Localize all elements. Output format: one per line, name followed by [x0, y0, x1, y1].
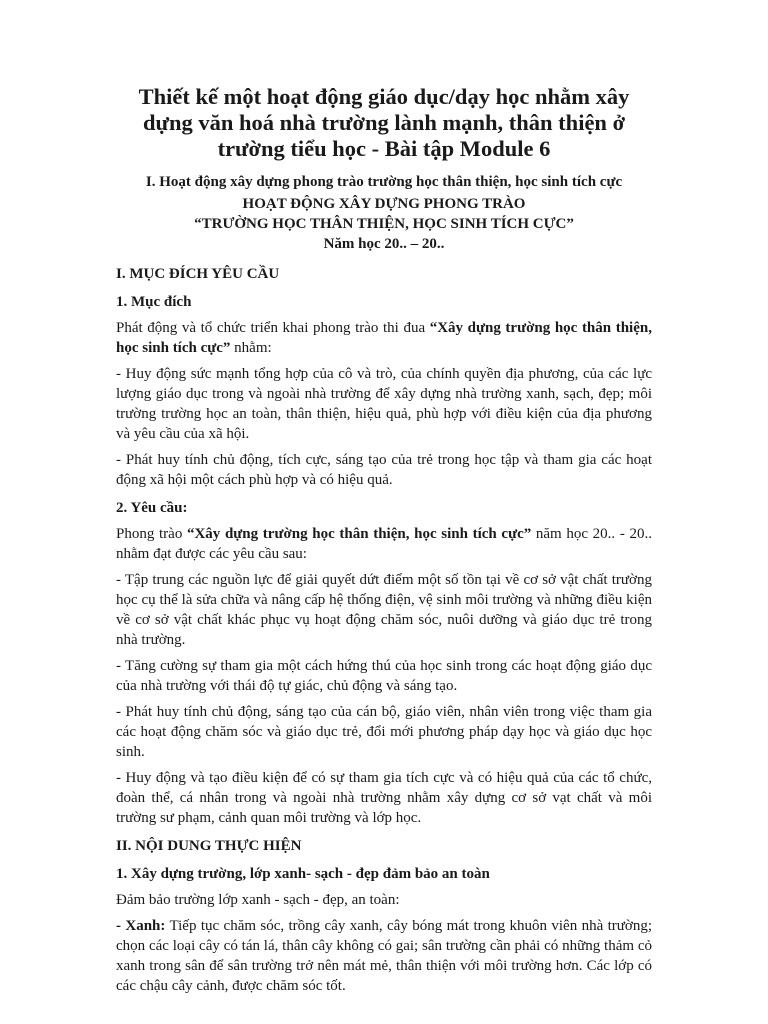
paragraph-ensure: Đảm bảo trường lớp xanh - sạch - đẹp, an toàn: [116, 892, 400, 908]
paragraph-green [116, 916, 652, 996]
heading-requirements: 2. Yêu cầu: [116, 500, 188, 516]
paragraph-launch-post: nhằm: [230, 340, 272, 356]
paragraph-staff-initiative: - Phát huy tính chủ động, sáng tạo của cán bộ, giáo viên, nhân viên trong việc tham gia các hoạt động chăm sóc và giáo dục trẻ, đổi mới phương pháp dạy học và giáo dục học sinh. [116, 704, 652, 760]
heading-green-clean: 1. Xây dựng trường, lớp xanh- sạch - đẹp đảm bảo an toàn [116, 866, 490, 882]
paragraph-mobilize: - Huy động sức mạnh tổng hợp của cô và trò, của chính quyền địa phương, của các lực lượng giáo dục trong và ngoài nhà trường để xây dựng nhà trường xanh, sạch, đẹp; môi trường trường học an toàn, thân thiện, hiệu quả, phù hợp với điều kiện của địa phương và yêu cầu của xã hội. [116, 366, 652, 442]
paragraph-initiative: - Phát huy tính chủ động, tích cực, sáng tạo của trẻ trong học tập và tham gia các hoạt động xã hội một cách phù hợp và có hiệu quả. [116, 452, 652, 488]
paragraph-green-text: Tiếp tục chăm sóc, trồng cây xanh, cây bóng mát trong khuôn viên nhà trường; chọn các loại cây có tán lá, thân cây không có gai; sân trường cần phải có những thảm cỏ xanh trong sân để sân trường trở nên mát mẻ, thân thiện với môi trường hơn. Các lớp có các chậu cây cảnh, được chăm sóc tốt. [116, 918, 652, 994]
paragraph-organizations: - Huy động và tạo điều kiện để có sự tham gia tích cực và có hiệu quả của các tổ chức, đoàn thể, cá nhân trong và ngoài nhà trường nhằm xây dựng cơ sở vạt chất và môi trường sư phạm, cảnh quan môi trường và lớp học. [116, 770, 652, 826]
paragraph-green-label: - Xanh: [116, 918, 166, 934]
banner-line-2: “TRƯỜNG HỌC THÂN THIỆN, HỌC SINH TÍCH CỰC” [194, 216, 574, 232]
heading-purpose: 1. Mục đích [116, 294, 192, 310]
section-intro-heading: I. Hoạt động xây dựng phong trào trường học thân thiện, học sinh tích cực [145, 174, 623, 190]
paragraph-movement-pre: Phong trào [116, 526, 187, 542]
banner-line-1: HOẠT ĐỘNG XÂY DỰNG PHONG TRÀO [242, 196, 526, 212]
heading-purpose-requirements: I. MỤC ĐÍCH YÊU CẦU [116, 266, 280, 282]
paragraph-participation: - Tăng cường sự tham gia một cách hứng thú của học sinh trong các hoạt động giáo dục của nhà trường với thái độ tự giác, chủ động và sáng tạo. [116, 658, 652, 694]
paragraph-launch-emphasis: “Xây dựng trường học thân thiện, học sinh tích cực” [116, 320, 652, 356]
paragraph-launch [116, 318, 652, 358]
banner-year: Năm học 20.. – 20.. [323, 236, 445, 252]
document-title: Thiết kế một hoạt động giáo dục/dạy học nhằm xây dựng văn hoá nhà trường lành mạnh, thân thiện ở trường tiểu học - Bài tập Module 6 [138, 84, 630, 161]
paragraph-launch-pre: Phát động và tổ chức triển khai phong trào thi đua [116, 320, 430, 336]
paragraph-movement-post: năm học 20.. - 20.. nhằm đạt được các yêu cầu sau: [116, 526, 652, 562]
paragraph-movement [116, 524, 652, 564]
paragraph-movement-emphasis: “Xây dựng trường học thân thiện, học sinh tích cực” [186, 526, 532, 542]
heading-content: II. NỘI DUNG THỰC HIỆN [116, 838, 302, 854]
paragraph-resources: - Tập trung các nguồn lực để giải quyết dứt điểm một số tồn tại về cơ sở vật chất trường học cụ thể là sửa chữa và nâng cấp hệ thống điện, vệ sinh môi trường và những điều kiện về cơ sở vật chất khác phục vụ hoạt động chăm sóc, nuôi dưỡng và giáo dục trẻ trong nhà trường. [116, 572, 652, 648]
